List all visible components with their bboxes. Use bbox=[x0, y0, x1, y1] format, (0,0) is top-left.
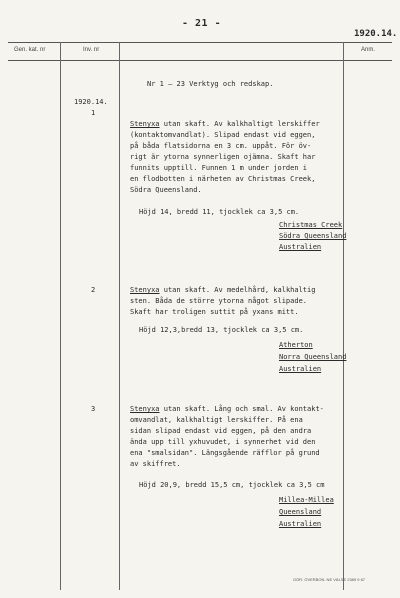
entry-location-region: Norra Queensland bbox=[279, 353, 347, 361]
entry-location-place: Atherton bbox=[279, 341, 313, 349]
entry-description-line: Stenyxa utan skaft. Lång och smal. Av kontakt- bbox=[130, 405, 324, 413]
entry-description-line: Stenyxa utan skaft. Av medelhård, kalkhaltig bbox=[130, 286, 316, 294]
entry-description-line: sten. Båda de större ytorna något slipade. bbox=[130, 297, 308, 305]
column-divider-gen bbox=[60, 42, 61, 590]
header-top-rule bbox=[8, 42, 392, 43]
header-inv-nr: Inv. nr bbox=[83, 47, 100, 53]
entry-measurements: Höjd 20,9, bredd 15,5 cm, tjocklek ca 3,5 cm bbox=[139, 481, 325, 489]
catalog-year: 1920.14. bbox=[74, 98, 108, 106]
entry-title: Stenyxa bbox=[130, 120, 160, 128]
entry-title: Stenyxa bbox=[130, 405, 160, 413]
entry-description-line: ända upp till yxhuvudet, i synnerhet vid den bbox=[130, 438, 316, 446]
corner-year: 1920.14. bbox=[354, 29, 398, 39]
header-bottom-rule bbox=[8, 60, 392, 61]
page-number: - 21 - bbox=[182, 18, 222, 29]
entry-description-line: omvandlat, kalkhaltigt lerskiffer. På ena bbox=[130, 416, 303, 424]
header-gen-kat-nr: Gen. kat. nr bbox=[14, 47, 46, 53]
entry-description-line: sidan slipad endast vid eggen, på den andra bbox=[130, 427, 312, 435]
entry-description-line: Skaft har troligen suttit på yxans mitt. bbox=[130, 308, 299, 316]
entry-location-country: Australien bbox=[279, 365, 322, 373]
entry-description-line: rigt är ytorna synnerligen ojämna. Skaft har bbox=[130, 153, 316, 161]
entry-description-line: funnits upptill. Funnen 1 m under jorden i bbox=[130, 164, 308, 172]
entry-location-region: Södra Queensland bbox=[279, 232, 347, 240]
entry-description-line: en flodbotten i närheten av Christmas Creek, bbox=[130, 175, 316, 183]
entry-number: 1 bbox=[91, 109, 96, 117]
entry-description-line: Stenyxa utan skaft. Av kalkhaltigt lerskiffer bbox=[130, 120, 320, 128]
entry-location-place: Millea-Millea bbox=[279, 496, 334, 504]
entry-description-line: av skiffret. bbox=[130, 460, 181, 468]
entry-description-line: Södra Queensland. bbox=[130, 186, 202, 194]
entry-location-place: Christmas Creek bbox=[279, 221, 343, 229]
section-heading: Nr 1 – 23 Verktyg och redskap. bbox=[147, 80, 274, 88]
entry-location-country: Australien bbox=[279, 243, 322, 251]
entry-number: 2 bbox=[91, 286, 96, 294]
entry-measurements: Höjd 12,3,bredd 13, tjocklek ca 3,5 cm. bbox=[139, 326, 304, 334]
footer-print-mark: GÖR. ÖVERBON. NE VÄLSE 2389 9 67 bbox=[293, 577, 366, 582]
column-divider-anm bbox=[343, 42, 344, 590]
entry-description-line: ena "smalsidan". Längsgående räfflor på grund bbox=[130, 449, 320, 457]
entry-number: 3 bbox=[91, 405, 96, 413]
header-anm: Anm. bbox=[361, 47, 376, 53]
entry-location-region: Queensland bbox=[279, 508, 322, 516]
entry-location-country: Australien bbox=[279, 520, 322, 528]
entry-description-line: på båda flatsidorna en 3 cm. uppåt. För öv- bbox=[130, 142, 312, 150]
entry-measurements: Höjd 14, bredd 11, tjocklek ca 3,5 cm. bbox=[139, 208, 300, 216]
column-divider-inv bbox=[119, 42, 120, 590]
entry-description-line: (kontaktomvandlat). Slipad endast vid eggen, bbox=[130, 131, 316, 139]
entry-title: Stenyxa bbox=[130, 286, 160, 294]
